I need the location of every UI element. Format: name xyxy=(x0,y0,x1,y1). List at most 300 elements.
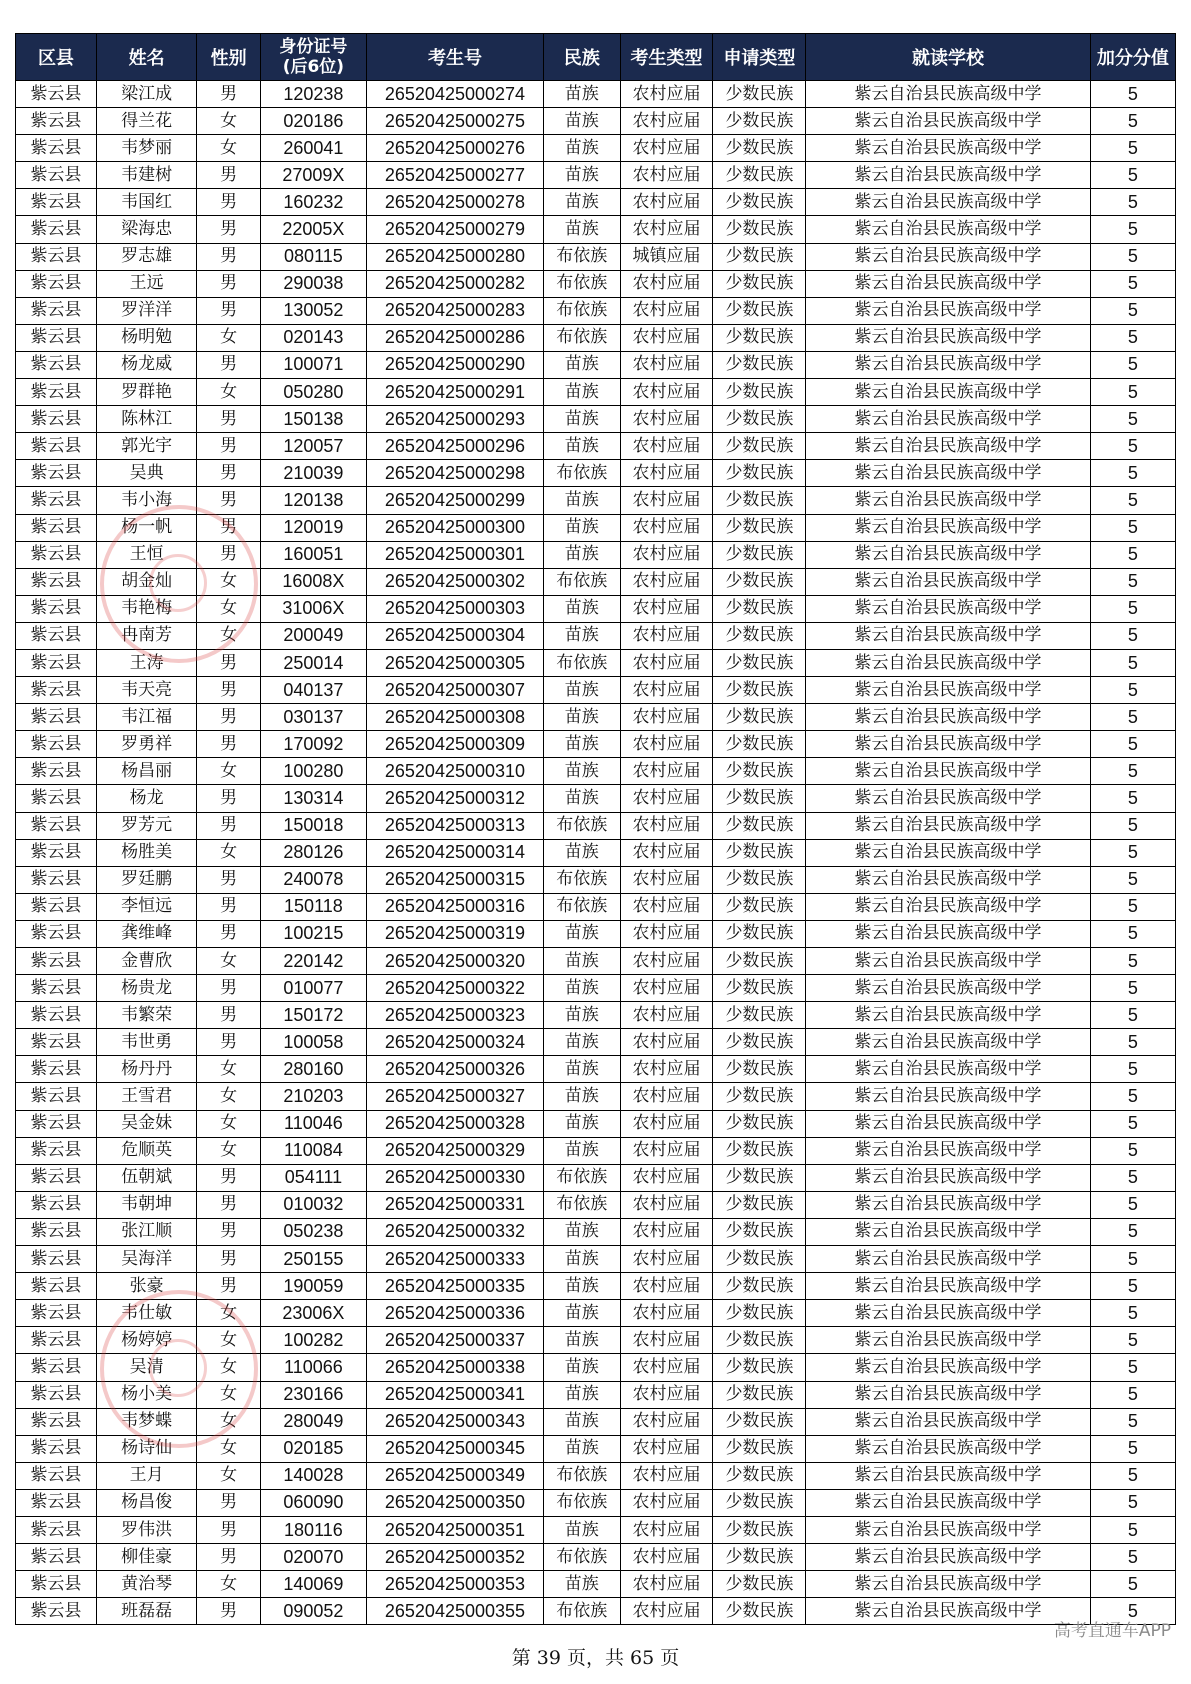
cell-bonus-points: 5 xyxy=(1090,487,1175,514)
cell-gender: 男 xyxy=(197,1191,260,1218)
cell-candidate-type: 农村应届 xyxy=(620,1300,713,1327)
cell-exam-number: 26520425000332 xyxy=(366,1218,543,1245)
cell-bonus-points: 5 xyxy=(1090,1273,1175,1300)
cell-exam-number: 26520425000335 xyxy=(366,1273,543,1300)
cell-bonus-points: 5 xyxy=(1090,1544,1175,1571)
cell-candidate-type: 农村应届 xyxy=(620,785,713,812)
cell-school: 紫云自治县民族高级中学 xyxy=(806,487,1090,514)
cell-id-suffix: 180116 xyxy=(260,1516,366,1543)
cell-school: 紫云自治县民族高级中学 xyxy=(806,1435,1090,1462)
cell-id-suffix: 210203 xyxy=(260,1083,366,1110)
cell-exam-number: 26520425000343 xyxy=(366,1408,543,1435)
cell-exam-number: 26520425000331 xyxy=(366,1191,543,1218)
cell-id-suffix: 120238 xyxy=(260,81,366,108)
cell-ethnicity: 布依族 xyxy=(544,1489,621,1516)
cell-school: 紫云自治县民族高级中学 xyxy=(806,189,1090,216)
cell-application-type: 少数民族 xyxy=(713,1218,806,1245)
cell-gender: 女 xyxy=(197,1300,260,1327)
table-row xyxy=(16,731,1176,758)
cell-id-suffix: 120138 xyxy=(260,487,366,514)
table-row xyxy=(16,1083,1176,1110)
cell-application-type: 少数民族 xyxy=(713,1354,806,1381)
cell-gender: 男 xyxy=(197,812,260,839)
cell-ethnicity: 苗族 xyxy=(544,1300,621,1327)
cell-school: 紫云自治县民族高级中学 xyxy=(806,1218,1090,1245)
cell-application-type: 少数民族 xyxy=(713,1191,806,1218)
cell-bonus-points: 5 xyxy=(1090,1598,1175,1625)
cell-application-type: 少数民族 xyxy=(713,108,806,135)
cell-candidate-type: 农村应届 xyxy=(620,135,713,162)
cell-gender: 女 xyxy=(197,595,260,622)
cell-district: 紫云县 xyxy=(16,1273,97,1300)
cell-id-suffix: 140028 xyxy=(260,1462,366,1489)
cell-ethnicity: 苗族 xyxy=(544,1571,621,1598)
cell-id-suffix: 054111 xyxy=(260,1164,366,1191)
cell-school: 紫云自治县民族高级中学 xyxy=(806,731,1090,758)
cell-ethnicity: 苗族 xyxy=(544,406,621,433)
cell-name: 班磊磊 xyxy=(96,1598,197,1625)
cell-candidate-type: 农村应届 xyxy=(620,1246,713,1273)
cell-id-suffix: 020186 xyxy=(260,108,366,135)
cell-gender: 女 xyxy=(197,1354,260,1381)
cell-name: 罗勇祥 xyxy=(96,731,197,758)
cell-application-type: 少数民族 xyxy=(713,460,806,487)
cell-gender: 女 xyxy=(197,1435,260,1462)
cell-bonus-points: 5 xyxy=(1090,568,1175,595)
cell-name: 杨一帆 xyxy=(96,514,197,541)
cell-name: 罗群艳 xyxy=(96,379,197,406)
table-row xyxy=(16,81,1176,108)
cell-exam-number: 26520425000313 xyxy=(366,812,543,839)
cell-candidate-type: 农村应届 xyxy=(620,81,713,108)
cell-school: 紫云自治县民族高级中学 xyxy=(806,1462,1090,1489)
cell-ethnicity: 苗族 xyxy=(544,487,621,514)
cell-id-suffix: 100282 xyxy=(260,1327,366,1354)
cell-id-suffix: 16008X xyxy=(260,568,366,595)
cell-gender: 女 xyxy=(197,108,260,135)
cell-name: 韦国红 xyxy=(96,189,197,216)
cell-application-type: 少数民族 xyxy=(713,379,806,406)
cell-exam-number: 26520425000293 xyxy=(366,406,543,433)
cell-candidate-type: 农村应届 xyxy=(620,1462,713,1489)
cell-id-suffix: 140069 xyxy=(260,1571,366,1598)
cell-exam-number: 26520425000286 xyxy=(366,324,543,351)
cell-gender: 男 xyxy=(197,1544,260,1571)
cell-district: 紫云县 xyxy=(16,1408,97,1435)
cell-exam-number: 26520425000350 xyxy=(366,1489,543,1516)
cell-exam-number: 26520425000280 xyxy=(366,243,543,270)
cell-ethnicity: 苗族 xyxy=(544,1435,621,1462)
cell-school: 紫云自治县民族高级中学 xyxy=(806,785,1090,812)
table-row xyxy=(16,297,1176,324)
cell-name: 罗志雄 xyxy=(96,243,197,270)
cell-id-suffix: 290038 xyxy=(260,270,366,297)
table-row xyxy=(16,324,1176,351)
cell-gender: 男 xyxy=(197,677,260,704)
cell-district: 紫云县 xyxy=(16,1327,97,1354)
cell-school: 紫云自治县民族高级中学 xyxy=(806,541,1090,568)
cell-district: 紫云县 xyxy=(16,1164,97,1191)
cell-candidate-type: 农村应届 xyxy=(620,460,713,487)
cell-id-suffix: 020185 xyxy=(260,1435,366,1462)
cell-ethnicity: 苗族 xyxy=(544,1381,621,1408)
cell-id-suffix: 020070 xyxy=(260,1544,366,1571)
cell-school: 紫云自治县民族高级中学 xyxy=(806,81,1090,108)
cell-bonus-points: 5 xyxy=(1090,1083,1175,1110)
cell-ethnicity: 布依族 xyxy=(544,270,621,297)
cell-ethnicity: 苗族 xyxy=(544,1110,621,1137)
col-header-school: 就读学校 xyxy=(806,34,1090,81)
cell-school: 紫云自治县民族高级中学 xyxy=(806,460,1090,487)
cell-district: 紫云县 xyxy=(16,1083,97,1110)
cell-district: 紫云县 xyxy=(16,568,97,595)
cell-school: 紫云自治县民族高级中学 xyxy=(806,135,1090,162)
cell-bonus-points: 5 xyxy=(1090,812,1175,839)
cell-bonus-points: 5 xyxy=(1090,649,1175,676)
cell-ethnicity: 布依族 xyxy=(544,1164,621,1191)
cell-id-suffix: 200049 xyxy=(260,622,366,649)
cell-district: 紫云县 xyxy=(16,135,97,162)
cell-exam-number: 26520425000308 xyxy=(366,704,543,731)
cell-gender: 男 xyxy=(197,270,260,297)
cell-bonus-points: 5 xyxy=(1090,731,1175,758)
cell-candidate-type: 农村应届 xyxy=(620,1110,713,1137)
cell-district: 紫云县 xyxy=(16,1110,97,1137)
cell-district: 紫云县 xyxy=(16,487,97,514)
cell-gender: 男 xyxy=(197,1598,260,1625)
cell-exam-number: 26520425000351 xyxy=(366,1516,543,1543)
cell-id-suffix: 22005X xyxy=(260,216,366,243)
cell-name: 杨婷婷 xyxy=(96,1327,197,1354)
table-row xyxy=(16,135,1176,162)
cell-ethnicity: 苗族 xyxy=(544,514,621,541)
cell-bonus-points: 5 xyxy=(1090,975,1175,1002)
cell-school: 紫云自治县民族高级中学 xyxy=(806,1083,1090,1110)
cell-ethnicity: 苗族 xyxy=(544,135,621,162)
cell-bonus-points: 5 xyxy=(1090,1571,1175,1598)
cell-application-type: 少数民族 xyxy=(713,487,806,514)
cell-name: 张豪 xyxy=(96,1273,197,1300)
cell-name: 梁海忠 xyxy=(96,216,197,243)
cell-gender: 男 xyxy=(197,216,260,243)
cell-school: 紫云自治县民族高级中学 xyxy=(806,216,1090,243)
table-row xyxy=(16,1002,1176,1029)
cell-bonus-points: 5 xyxy=(1090,1191,1175,1218)
cell-bonus-points: 5 xyxy=(1090,704,1175,731)
cell-ethnicity: 布依族 xyxy=(544,297,621,324)
table-row xyxy=(16,1110,1176,1137)
cell-bonus-points: 5 xyxy=(1090,785,1175,812)
cell-ethnicity: 布依族 xyxy=(544,649,621,676)
cell-candidate-type: 农村应届 xyxy=(620,162,713,189)
cell-candidate-type: 农村应届 xyxy=(620,731,713,758)
cell-district: 紫云县 xyxy=(16,1354,97,1381)
table-row xyxy=(16,1598,1176,1625)
table-row xyxy=(16,270,1176,297)
cell-school: 紫云自治县民族高级中学 xyxy=(806,1544,1090,1571)
cell-school: 紫云自治县民族高级中学 xyxy=(806,866,1090,893)
cell-name: 杨诗仙 xyxy=(96,1435,197,1462)
cell-id-suffix: 100280 xyxy=(260,758,366,785)
cell-exam-number: 26520425000300 xyxy=(366,514,543,541)
cell-exam-number: 26520425000345 xyxy=(366,1435,543,1462)
cell-name: 胡金灿 xyxy=(96,568,197,595)
cell-ethnicity: 布依族 xyxy=(544,568,621,595)
table-row xyxy=(16,785,1176,812)
cell-bonus-points: 5 xyxy=(1090,1435,1175,1462)
cell-school: 紫云自治县民族高级中学 xyxy=(806,1300,1090,1327)
cell-gender: 女 xyxy=(197,1462,260,1489)
cell-bonus-points: 5 xyxy=(1090,189,1175,216)
cell-name: 吴金妹 xyxy=(96,1110,197,1137)
cell-district: 紫云县 xyxy=(16,731,97,758)
cell-candidate-type: 农村应届 xyxy=(620,1598,713,1625)
cell-district: 紫云县 xyxy=(16,1489,97,1516)
cell-school: 紫云自治县民族高级中学 xyxy=(806,1516,1090,1543)
cell-name: 王雪君 xyxy=(96,1083,197,1110)
cell-candidate-type: 农村应届 xyxy=(620,649,713,676)
cell-gender: 男 xyxy=(197,785,260,812)
cell-candidate-type: 农村应届 xyxy=(620,216,713,243)
cell-application-type: 少数民族 xyxy=(713,406,806,433)
cell-name: 柳佳豪 xyxy=(96,1544,197,1571)
cell-candidate-type: 农村应届 xyxy=(620,1516,713,1543)
table-row xyxy=(16,460,1176,487)
cell-school: 紫云自治县民族高级中学 xyxy=(806,622,1090,649)
table-row xyxy=(16,1516,1176,1543)
cell-ethnicity: 苗族 xyxy=(544,1273,621,1300)
cell-candidate-type: 农村应届 xyxy=(620,1002,713,1029)
cell-candidate-type: 农村应届 xyxy=(620,189,713,216)
table-row xyxy=(16,1571,1176,1598)
cell-district: 紫云县 xyxy=(16,514,97,541)
cell-gender: 女 xyxy=(197,1056,260,1083)
cell-name: 伍朝斌 xyxy=(96,1164,197,1191)
cell-candidate-type: 农村应届 xyxy=(620,324,713,351)
cell-gender: 女 xyxy=(197,1137,260,1164)
cell-district: 紫云县 xyxy=(16,975,97,1002)
cell-district: 紫云县 xyxy=(16,1246,97,1273)
cell-candidate-type: 农村应届 xyxy=(620,812,713,839)
cell-application-type: 少数民族 xyxy=(713,1327,806,1354)
cell-school: 紫云自治县民族高级中学 xyxy=(806,1137,1090,1164)
cell-application-type: 少数民族 xyxy=(713,1056,806,1083)
cell-id-suffix: 150018 xyxy=(260,812,366,839)
cell-id-suffix: 040137 xyxy=(260,677,366,704)
cell-school: 紫云自治县民族高级中学 xyxy=(806,1191,1090,1218)
cell-application-type: 少数民族 xyxy=(713,1435,806,1462)
cell-id-suffix: 110046 xyxy=(260,1110,366,1137)
cell-gender: 女 xyxy=(197,1327,260,1354)
table-row xyxy=(16,920,1176,947)
cell-name: 韦梦丽 xyxy=(96,135,197,162)
cell-exam-number: 26520425000279 xyxy=(366,216,543,243)
cell-bonus-points: 5 xyxy=(1090,1246,1175,1273)
cell-name: 金曹欣 xyxy=(96,948,197,975)
cell-district: 紫云县 xyxy=(16,1002,97,1029)
cell-application-type: 少数民族 xyxy=(713,1381,806,1408)
cell-application-type: 少数民族 xyxy=(713,162,806,189)
cell-id-suffix: 050280 xyxy=(260,379,366,406)
table-row xyxy=(16,1191,1176,1218)
cell-exam-number: 26520425000310 xyxy=(366,758,543,785)
cell-district: 紫云县 xyxy=(16,1300,97,1327)
cell-id-suffix: 27009X xyxy=(260,162,366,189)
cell-candidate-type: 农村应届 xyxy=(620,893,713,920)
cell-application-type: 少数民族 xyxy=(713,677,806,704)
cell-id-suffix: 160051 xyxy=(260,541,366,568)
cell-ethnicity: 苗族 xyxy=(544,595,621,622)
cell-district: 紫云县 xyxy=(16,189,97,216)
cell-district: 紫云县 xyxy=(16,243,97,270)
cell-school: 紫云自治县民族高级中学 xyxy=(806,162,1090,189)
cell-id-suffix: 280049 xyxy=(260,1408,366,1435)
cell-ethnicity: 苗族 xyxy=(544,731,621,758)
cell-candidate-type: 农村应届 xyxy=(620,866,713,893)
cell-bonus-points: 5 xyxy=(1090,324,1175,351)
cell-bonus-points: 5 xyxy=(1090,379,1175,406)
cell-candidate-type: 农村应届 xyxy=(620,839,713,866)
cell-district: 紫云县 xyxy=(16,324,97,351)
cell-district: 紫云县 xyxy=(16,460,97,487)
cell-application-type: 少数民族 xyxy=(713,595,806,622)
cell-bonus-points: 5 xyxy=(1090,677,1175,704)
cell-exam-number: 26520425000336 xyxy=(366,1300,543,1327)
col-header-id-suffix xyxy=(260,34,366,81)
cell-application-type: 少数民族 xyxy=(713,948,806,975)
cell-exam-number: 26520425000323 xyxy=(366,1002,543,1029)
cell-application-type: 少数民族 xyxy=(713,812,806,839)
cell-ethnicity: 布依族 xyxy=(544,460,621,487)
cell-application-type: 少数民族 xyxy=(713,1462,806,1489)
cell-id-suffix: 060090 xyxy=(260,1489,366,1516)
cell-district: 紫云县 xyxy=(16,541,97,568)
cell-exam-number: 26520425000338 xyxy=(366,1354,543,1381)
cell-bonus-points: 5 xyxy=(1090,920,1175,947)
cell-school: 紫云自治县民族高级中学 xyxy=(806,379,1090,406)
cell-gender: 男 xyxy=(197,189,260,216)
page-number-footer: 第 39 页，共 65 页 xyxy=(511,1647,680,1669)
cell-name: 龚维峰 xyxy=(96,920,197,947)
cell-candidate-type: 农村应届 xyxy=(620,1029,713,1056)
cell-ethnicity: 苗族 xyxy=(544,758,621,785)
cell-exam-number: 26520425000277 xyxy=(366,162,543,189)
cell-ethnicity: 苗族 xyxy=(544,1516,621,1543)
cell-bonus-points: 5 xyxy=(1090,866,1175,893)
cell-application-type: 少数民族 xyxy=(713,1408,806,1435)
cell-name: 杨龙威 xyxy=(96,351,197,378)
table-row xyxy=(16,893,1176,920)
cell-application-type: 少数民族 xyxy=(713,216,806,243)
cell-exam-number: 26520425000301 xyxy=(366,541,543,568)
cell-district: 紫云县 xyxy=(16,1381,97,1408)
cell-exam-number: 26520425000316 xyxy=(366,893,543,920)
header-row xyxy=(16,34,1176,81)
cell-candidate-type: 农村应届 xyxy=(620,1354,713,1381)
cell-exam-number: 26520425000312 xyxy=(366,785,543,812)
table-row xyxy=(16,1137,1176,1164)
cell-id-suffix: 100215 xyxy=(260,920,366,947)
cell-id-suffix: 130052 xyxy=(260,297,366,324)
table-row xyxy=(16,1489,1176,1516)
cell-gender: 男 xyxy=(197,704,260,731)
col-header-bonus-points: 加分分值 xyxy=(1090,34,1175,81)
cell-school: 紫云自治县民族高级中学 xyxy=(806,243,1090,270)
cell-candidate-type: 农村应届 xyxy=(620,433,713,460)
cell-candidate-type: 农村应届 xyxy=(620,948,713,975)
cell-id-suffix: 150118 xyxy=(260,893,366,920)
cell-gender: 男 xyxy=(197,297,260,324)
cell-exam-number: 26520425000283 xyxy=(366,297,543,324)
col-header-id-line1: 身份证号 xyxy=(279,37,348,57)
cell-exam-number: 26520425000327 xyxy=(366,1083,543,1110)
cell-gender: 男 xyxy=(197,1164,260,1191)
cell-candidate-type: 农村应届 xyxy=(620,622,713,649)
cell-application-type: 少数民族 xyxy=(713,704,806,731)
cell-gender: 男 xyxy=(197,514,260,541)
cell-exam-number: 26520425000341 xyxy=(366,1381,543,1408)
cell-district: 紫云县 xyxy=(16,433,97,460)
cell-candidate-type: 农村应届 xyxy=(620,568,713,595)
cell-exam-number: 26520425000315 xyxy=(366,866,543,893)
table-row xyxy=(16,162,1176,189)
cell-gender: 男 xyxy=(197,460,260,487)
cell-school: 紫云自治县民族高级中学 xyxy=(806,270,1090,297)
table-row xyxy=(16,189,1176,216)
cell-bonus-points: 5 xyxy=(1090,406,1175,433)
cell-school: 紫云自治县民族高级中学 xyxy=(806,1571,1090,1598)
cell-exam-number: 26520425000296 xyxy=(366,433,543,460)
cell-ethnicity: 苗族 xyxy=(544,1137,621,1164)
cell-bonus-points: 5 xyxy=(1090,1110,1175,1137)
cell-school: 紫云自治县民族高级中学 xyxy=(806,758,1090,785)
col-header-exam-number: 考生号 xyxy=(366,34,543,81)
cell-id-suffix: 120057 xyxy=(260,433,366,460)
cell-ethnicity: 苗族 xyxy=(544,1354,621,1381)
table-row xyxy=(16,975,1176,1002)
cell-bonus-points: 5 xyxy=(1090,135,1175,162)
cell-ethnicity: 苗族 xyxy=(544,920,621,947)
cell-id-suffix: 080115 xyxy=(260,243,366,270)
cell-ethnicity: 苗族 xyxy=(544,948,621,975)
cell-ethnicity: 苗族 xyxy=(544,541,621,568)
table-row xyxy=(16,243,1176,270)
cell-gender: 男 xyxy=(197,1218,260,1245)
cell-name: 杨丹丹 xyxy=(96,1056,197,1083)
cell-bonus-points: 5 xyxy=(1090,351,1175,378)
cell-exam-number: 26520425000330 xyxy=(366,1164,543,1191)
cell-id-suffix: 030137 xyxy=(260,704,366,731)
cell-application-type: 少数民族 xyxy=(713,649,806,676)
table-row xyxy=(16,1462,1176,1489)
cell-ethnicity: 布依族 xyxy=(544,812,621,839)
cell-application-type: 少数民族 xyxy=(713,1489,806,1516)
cell-gender: 男 xyxy=(197,81,260,108)
cell-exam-number: 26520425000299 xyxy=(366,487,543,514)
cell-id-suffix: 240078 xyxy=(260,866,366,893)
cell-exam-number: 26520425000309 xyxy=(366,731,543,758)
cell-exam-number: 26520425000307 xyxy=(366,677,543,704)
cell-school: 紫云自治县民族高级中学 xyxy=(806,1029,1090,1056)
cell-district: 紫云县 xyxy=(16,351,97,378)
cell-application-type: 少数民族 xyxy=(713,1544,806,1571)
cell-bonus-points: 5 xyxy=(1090,243,1175,270)
table-row xyxy=(16,379,1176,406)
cell-ethnicity: 苗族 xyxy=(544,677,621,704)
cell-application-type: 少数民族 xyxy=(713,270,806,297)
official-seal-stamp xyxy=(100,1290,258,1448)
cell-candidate-type: 农村应届 xyxy=(620,1408,713,1435)
